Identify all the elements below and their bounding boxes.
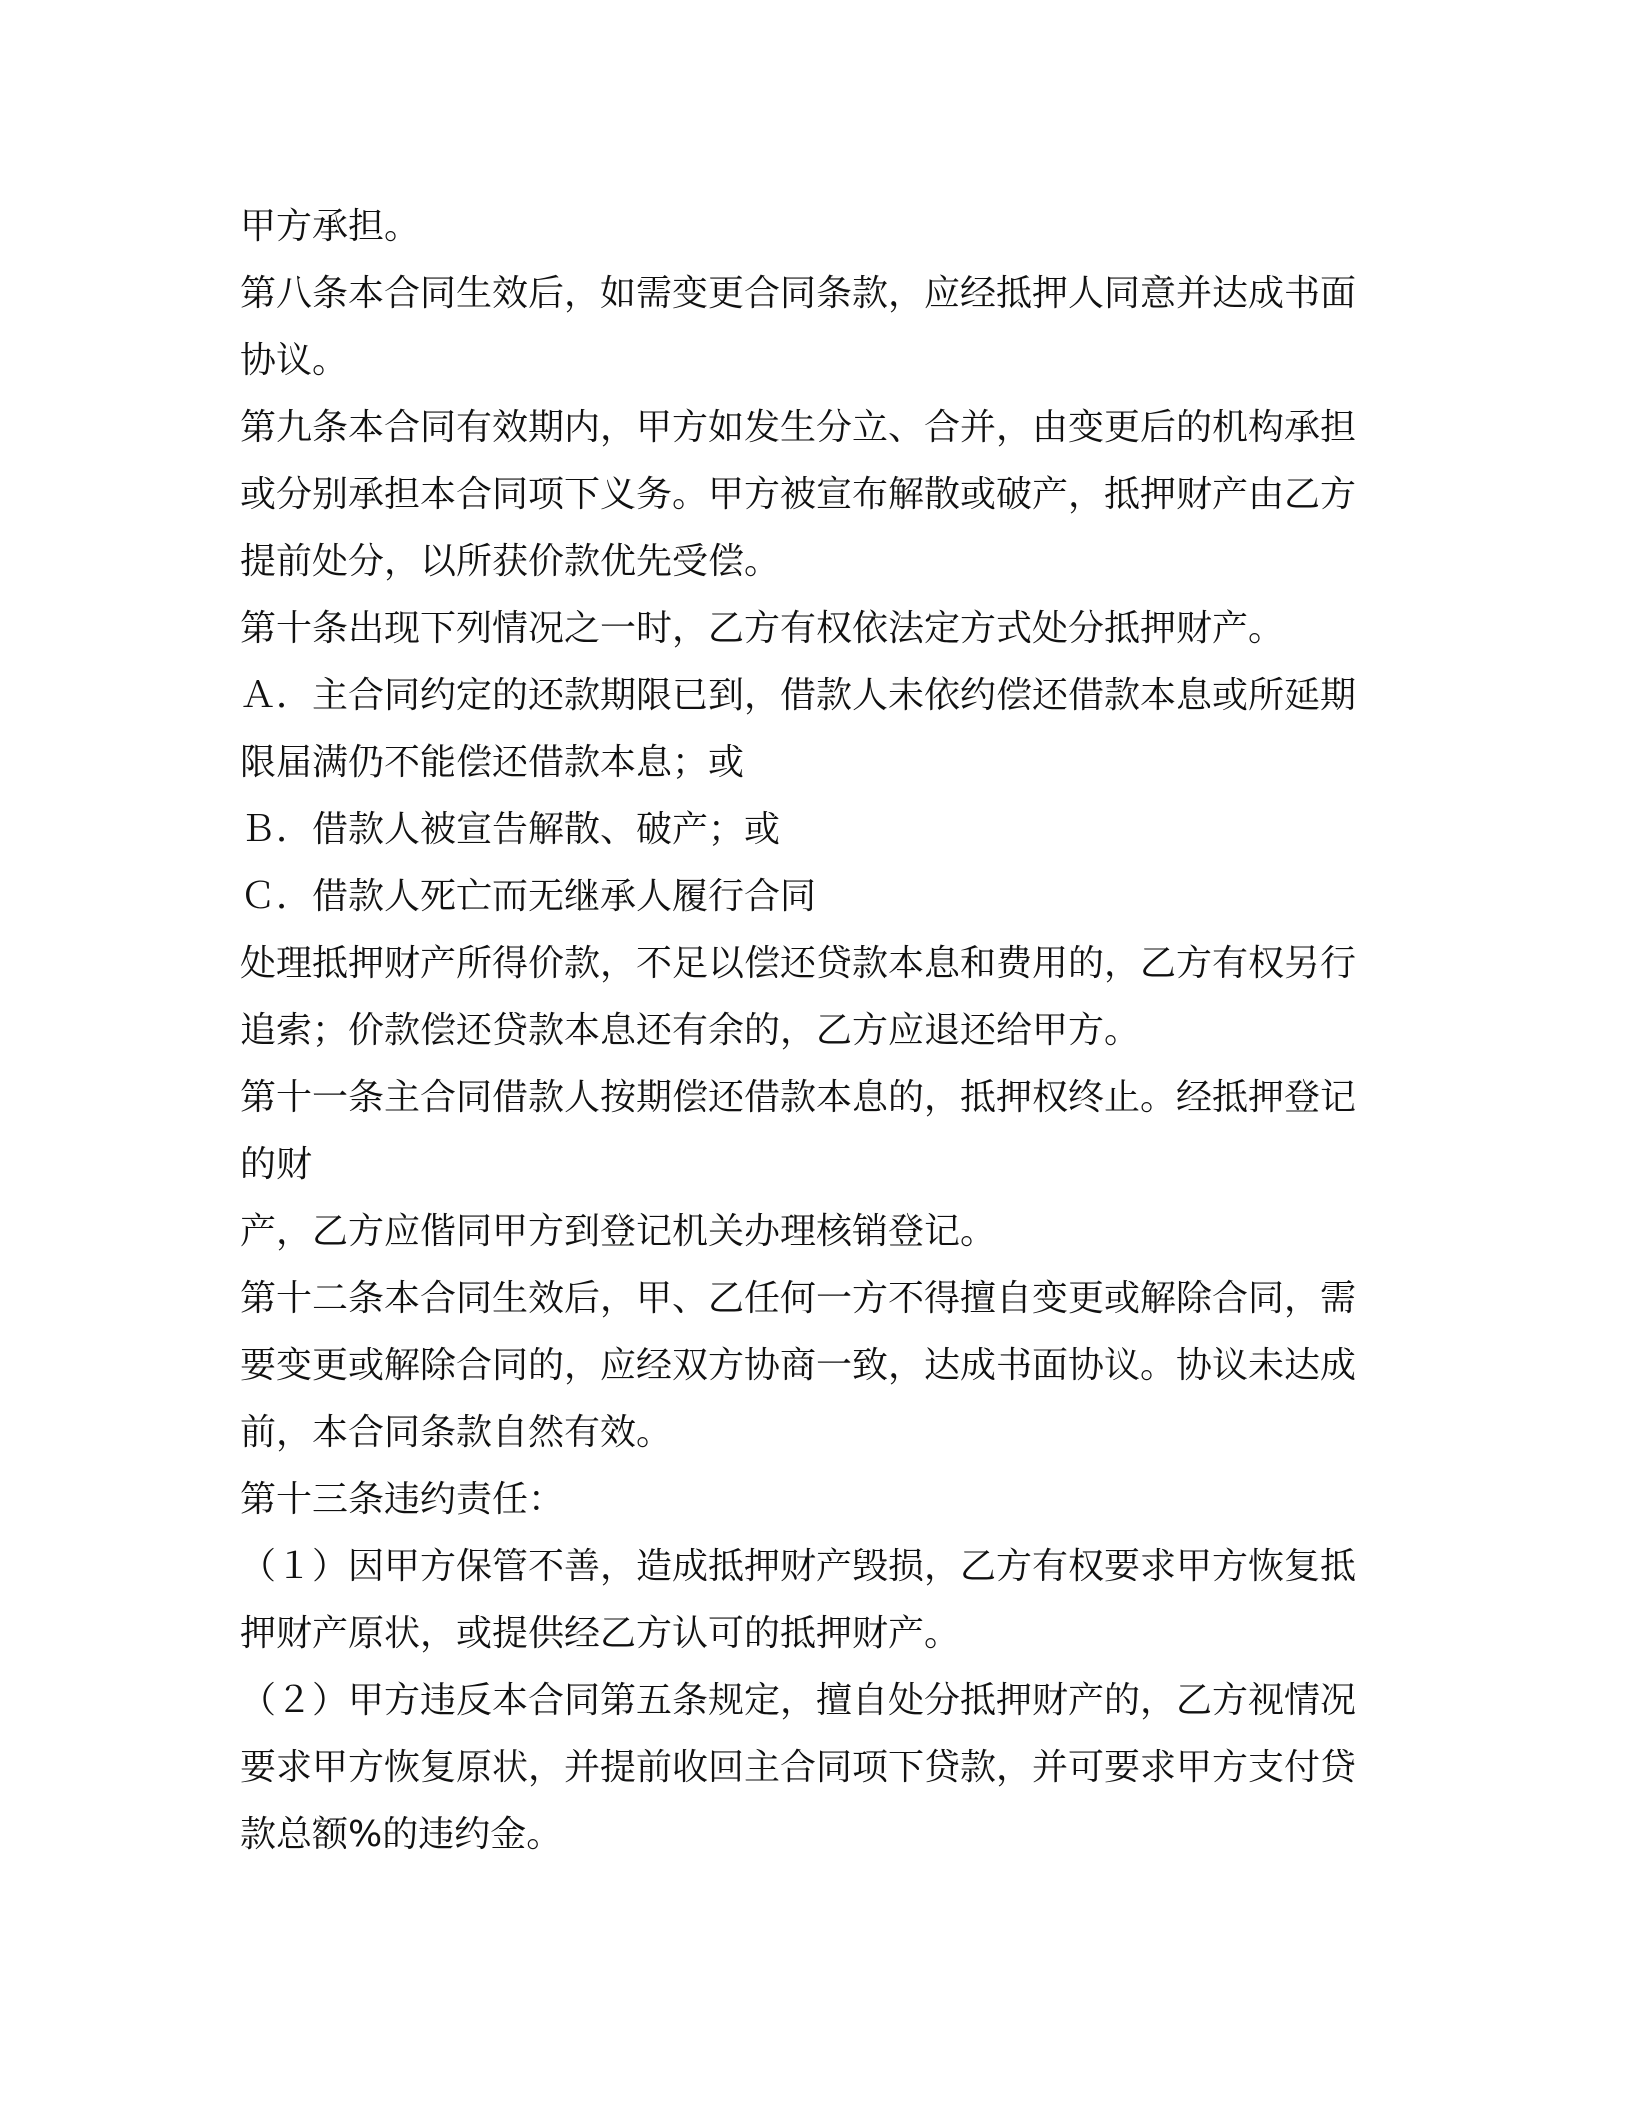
text-line: 限届满仍不能偿还借款本息；或 [240, 742, 745, 783]
text-line: 或分别承担本合同项下义务。甲方被宣布解散或破产，抵押财产由乙方 [240, 474, 1357, 515]
text-line: 的财 [240, 1144, 313, 1185]
text-line: 第十三条违约责任： [240, 1479, 565, 1520]
text-line: （１）因甲方保管不善，造成抵押财产毁损，乙方有权要求甲方恢复抵 [240, 1546, 1357, 1587]
text-line: 要变更或解除合同的，应经双方协商一致，达成书面协议。协议未达成 [240, 1345, 1357, 1386]
text-line: 追索；价款偿还贷款本息还有余的，乙方应退还给甲方。 [240, 1010, 1141, 1051]
text-line: 提前处分，以所获价款优先受偿。 [240, 541, 781, 582]
document-body [240, 193, 1392, 1868]
text-line: 第十二条本合同生效后，甲、乙任何一方不得擅自变更或解除合同，需 [240, 1278, 1357, 1319]
text-line: 处理抵押财产所得价款，不足以偿还贷款本息和费用的，乙方有权另行 [240, 943, 1357, 984]
text-line: 甲方承担。 [240, 206, 421, 247]
text-line: Ｂ．借款人被宣告解散、破产；或 [240, 809, 781, 850]
text-line: 押财产原状，或提供经乙方认可的抵押财产。 [240, 1613, 961, 1654]
text-line: 第十一条主合同借款人按期偿还借款本息的，抵押权终止。经抵押登记 [240, 1077, 1357, 1118]
text-line: Ａ．主合同约定的还款期限已到，借款人未依约偿还借款本息或所延期 [240, 675, 1357, 716]
text-line: 第九条本合同有效期内，甲方如发生分立、合并，由变更后的机构承担 [240, 407, 1357, 448]
text-line: 第八条本合同生效后，如需变更合同条款，应经抵押人同意并达成书面 [240, 273, 1357, 314]
text-line: （２）甲方违反本合同第五条规定，擅自处分抵押财产的，乙方视情况 [240, 1680, 1357, 1721]
text-line: 产，乙方应偕同甲方到登记机关办理核销登记。 [240, 1211, 997, 1252]
text-line: Ｃ．借款人死亡而无继承人履行合同 [240, 876, 817, 917]
text-line: 协议。 [240, 340, 349, 381]
text-line: 前，本合同条款自然有效。 [240, 1412, 673, 1453]
text-line: 第十条出现下列情况之一时，乙方有权依法定方式处分抵押财产。 [240, 608, 1285, 649]
text-line: 要求甲方恢复原状，并提前收回主合同项下贷款，并可要求甲方支付贷 [240, 1747, 1357, 1788]
text-line: 款总额%的违约金。 [240, 1814, 563, 1855]
